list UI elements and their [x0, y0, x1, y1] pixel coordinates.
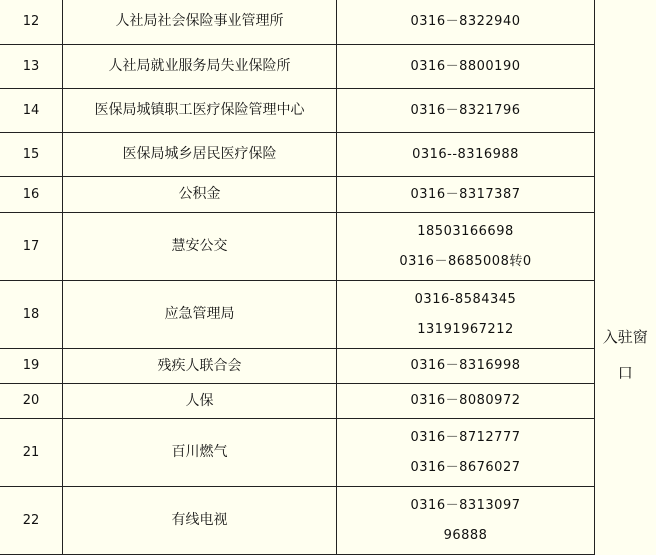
table-row: [0, 45, 656, 89]
phone-cell: [337, 177, 595, 213]
phone-cell: [337, 281, 595, 349]
phone-cell: [337, 384, 595, 419]
department-name: 医保局城镇职工医疗保险管理中心: [63, 89, 337, 133]
row-number: 13: [0, 45, 63, 89]
department-name: 有线电视: [63, 487, 337, 555]
row-number: 14: [0, 89, 63, 133]
row-number: 20: [0, 384, 63, 419]
phone-number: 0316-8584345: [414, 291, 517, 307]
phone-number: 0316－8080972: [410, 393, 521, 409]
phone-number: 18503166698: [417, 223, 514, 239]
phone-cell: [337, 133, 595, 177]
phone-number: 0316－8685008转0: [399, 253, 532, 269]
phone-cell: [337, 349, 595, 384]
phone-cell: [337, 0, 595, 45]
table-row: [0, 419, 656, 487]
phone-number: 0316－8676027: [410, 459, 521, 475]
table-row: [0, 89, 656, 133]
phone-number: 96888: [443, 527, 488, 543]
table-row: [0, 133, 656, 177]
row-number: 15: [0, 133, 63, 177]
table-row: [0, 0, 656, 45]
department-name: 人社局就业服务局失业保险所: [63, 45, 337, 89]
table-row: [0, 384, 656, 419]
phone-cell: [337, 419, 595, 487]
phone-cell: [337, 213, 595, 281]
row-number: 21: [0, 419, 63, 487]
phone-number: 0316－8321796: [410, 102, 521, 118]
phone-number: 0316--8316988: [412, 146, 519, 162]
line-gap: [337, 240, 594, 254]
department-name: 人社局社会保险事业管理所: [63, 0, 337, 45]
line-gap: [337, 514, 594, 528]
department-name: 慧安公交: [63, 213, 337, 281]
table-row: [0, 177, 656, 213]
table-row: [0, 281, 656, 349]
line-gap: [337, 308, 594, 322]
phone-number: 0316－8800190: [410, 58, 521, 74]
phone-cell: [337, 487, 595, 555]
department-name: 应急管理局: [63, 281, 337, 349]
table-row: [0, 349, 656, 384]
row-number: 12: [0, 0, 63, 45]
phone-number: 13191967212: [417, 321, 514, 337]
row-number: 22: [0, 487, 63, 555]
row-number: 18: [0, 281, 63, 349]
phone-number: 0316－8313097: [410, 497, 521, 513]
department-name: 公积金: [63, 177, 337, 213]
department-name: 医保局城乡居民医疗保险: [63, 133, 337, 177]
phone-number: 0316－8317387: [410, 186, 521, 202]
row-number: 17: [0, 213, 63, 281]
phone-number: 0316－8712777: [410, 429, 521, 445]
phone-number: 0316－8322940: [410, 13, 521, 29]
department-name: 百川燃气: [63, 419, 337, 487]
phone-cell: [337, 45, 595, 89]
phone-cell: [337, 89, 595, 133]
department-name: 残疾人联合会: [63, 349, 337, 384]
row-number: 16: [0, 177, 63, 213]
department-name: 人保: [63, 384, 337, 419]
row-number: 19: [0, 349, 63, 384]
phone-number: 0316－8316998: [410, 358, 521, 374]
table-row: [0, 213, 656, 281]
side-cell: [595, 0, 656, 555]
table-row: [0, 487, 656, 555]
side-label: 入驻窗口: [602, 327, 648, 382]
line-gap: [337, 446, 594, 460]
